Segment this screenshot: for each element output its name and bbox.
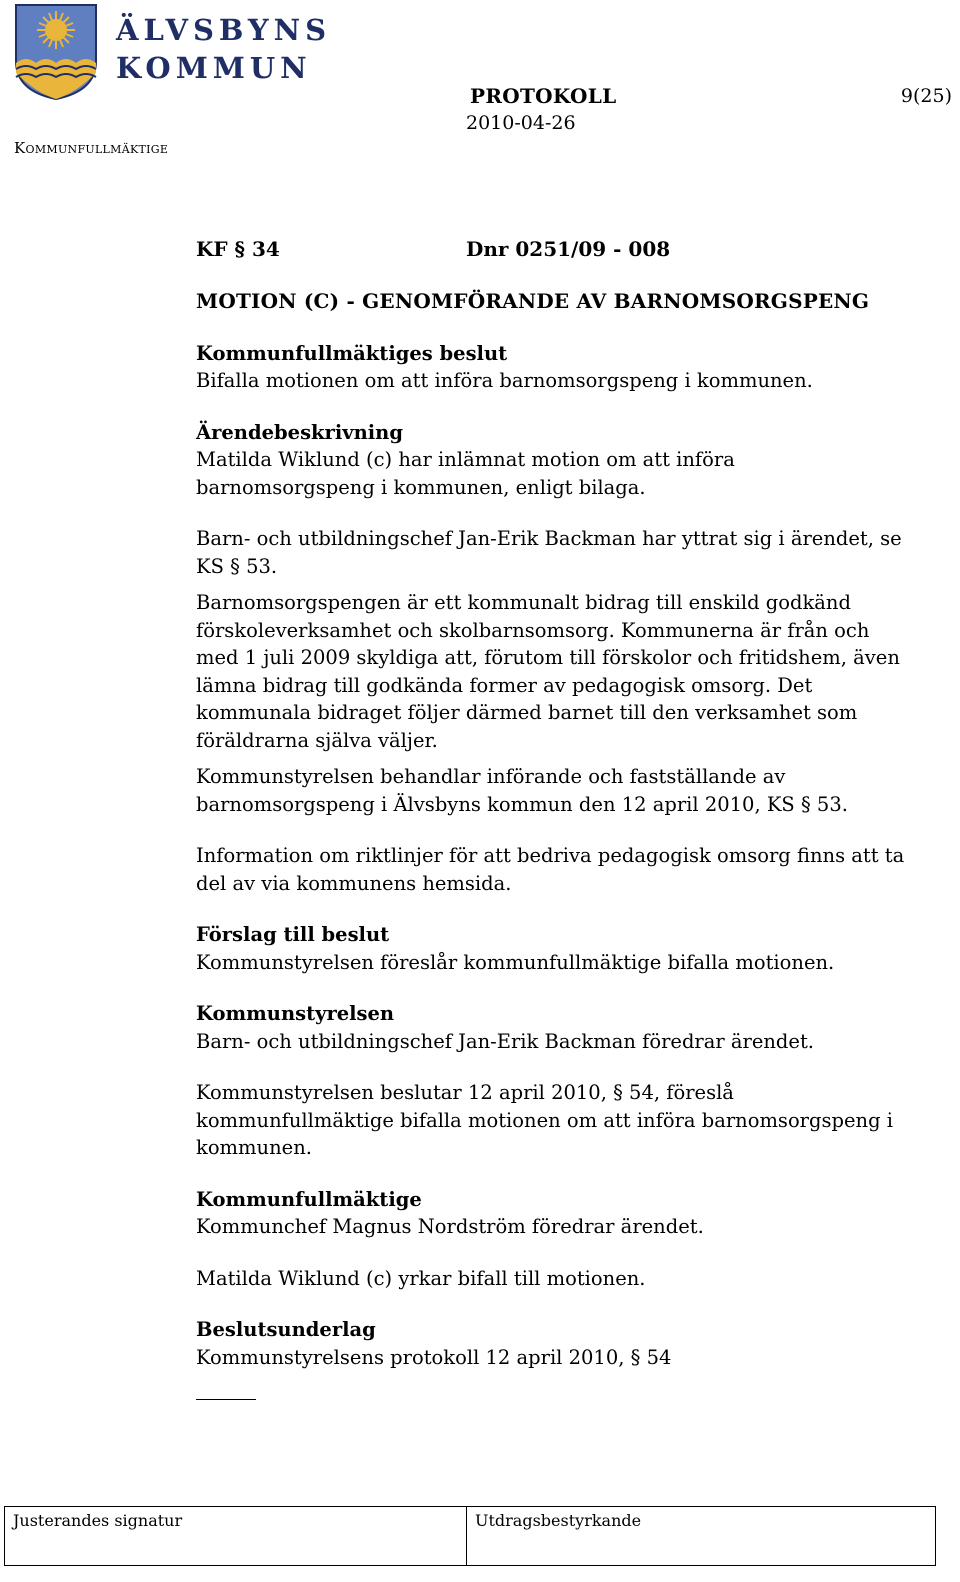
executive-board-paragraph: Kommunstyrelsen beslutar 12 april 2010, § 54, föreslå kommunfullmäktige bifalla motionen om att införa barnomsorgspeng i kommunen.	[196, 1081, 893, 1159]
signature-field	[5, 1507, 467, 1565]
section-heading-description: Ärendebeskrivning	[196, 420, 403, 444]
document-type: PROTOKOLL	[470, 84, 617, 108]
signature-label: Justerandes signatur	[13, 1511, 183, 1530]
description-paragraph: Matilda Wiklund (c) har inlämnat motion om att införa barnomsorgspeng i kommunen, enligt bilaga.	[196, 448, 735, 499]
proposal-text: Kommunstyrelsen föreslår kommunfullmäktige bifalla motionen.	[196, 950, 835, 974]
page-number: 9(25)	[900, 85, 952, 107]
section-heading-decision: Kommunfullmäktiges beslut	[196, 341, 508, 365]
description-paragraph: Information om riktlinjer för att bedriva pedagogisk omsorg finns att ta del av via kommunens hemsida.	[196, 844, 905, 895]
protocol-body	[196, 236, 916, 1400]
extract-certification-field	[467, 1507, 935, 1565]
description-paragraph: Kommunstyrelsen behandlar införande och fastställande av barnomsorgspeng i Älvsbyns kommun den 12 april 2010, KS § 53.	[196, 765, 848, 816]
council-paragraph: Matilda Wiklund (c) yrkar bifall till motionen.	[196, 1266, 646, 1290]
municipality-name-line2: KOMMUN	[116, 51, 312, 85]
section-heading-basis: Beslutsunderlag	[196, 1318, 376, 1341]
document-date: 2010-04-26	[466, 112, 576, 134]
basis-text: Kommunstyrelsens protokoll 12 april 2010, § 54	[196, 1345, 672, 1369]
end-divider	[196, 1399, 256, 1400]
council-paragraph: Kommunchef Magnus Nordström föredrar ärendet.	[196, 1215, 704, 1238]
municipality-logo	[14, 3, 98, 101]
kf-reference: KF § 34	[196, 237, 280, 261]
coat-of-arms-sun-icon	[14, 3, 98, 101]
description-paragraph: Barnomsorgspengen är ett kommunalt bidrag till enskild godkänd förskoleverksamhet och skolbarnsomsorg. Kommunerna är från och med 1 juli 2009 skyldiga att, förutom till förskolor och fritidshem, även lämna bidrag till godkända former av pedagogisk omsorg. Det kommunala bidraget följer därmed barnet till den verksamhet som föräldrarna själva väljer.	[196, 591, 900, 752]
case-reference-row	[196, 236, 916, 266]
section-heading-proposal: Förslag till beslut	[196, 923, 390, 946]
decision-text: Bifalla motionen om att införa barnomsorgspeng i kommunen.	[196, 369, 813, 392]
description-paragraph: Barn- och utbildningschef Jan-Erik Backman har yttrat sig i ärendet, se KS § 53.	[196, 527, 902, 578]
case-title: MOTION (C) - GENOMFÖRANDE AV BARNOMSORGSPENG	[196, 289, 870, 313]
section-heading-executive-board: Kommunstyrelsen	[196, 1002, 395, 1025]
diary-number: Dnr 0251/09 - 008	[466, 237, 671, 261]
extract-label: Utdragsbestyrkande	[475, 1511, 642, 1530]
department-label: Kommunfullmäktige	[14, 139, 169, 157]
municipality-name-line1: ÄLVSBYNS	[116, 13, 332, 47]
signature-footer	[4, 1506, 936, 1566]
executive-board-paragraph: Barn- och utbildningschef Jan-Erik Backman föredrar ärendet.	[196, 1029, 814, 1053]
section-heading-council: Kommunfullmäktige	[196, 1187, 422, 1211]
